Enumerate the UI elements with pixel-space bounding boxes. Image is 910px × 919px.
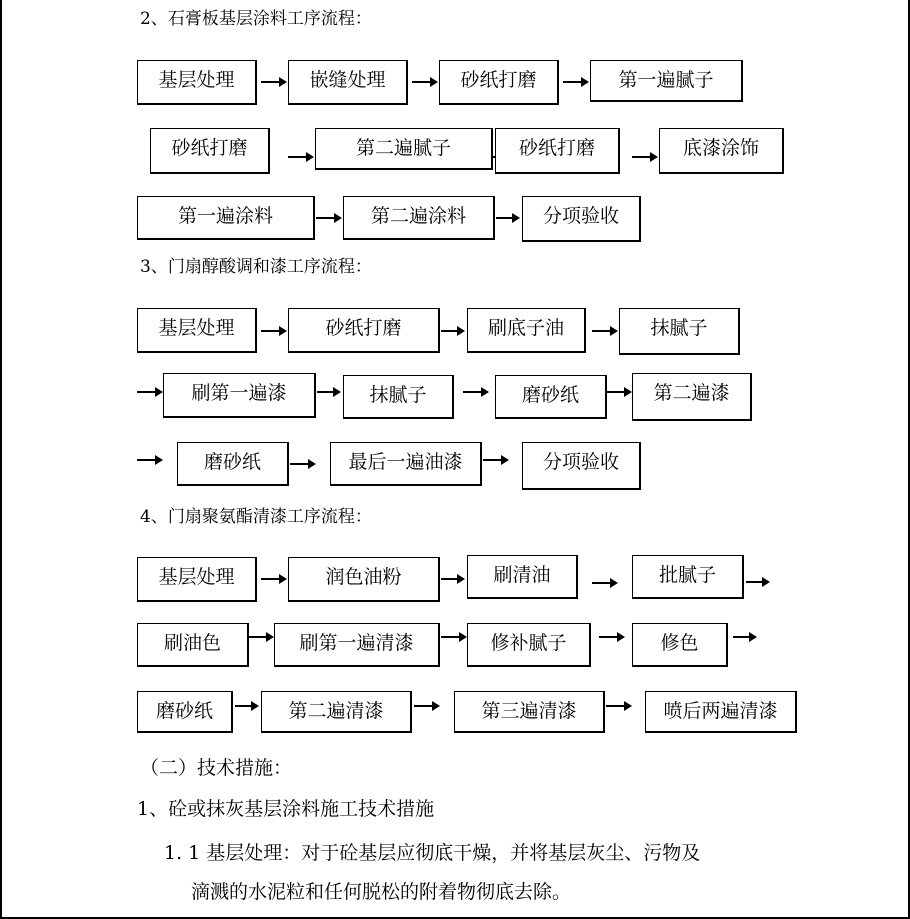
arrow [463,387,489,397]
arrow [261,574,287,584]
subsection-heading: 1、砼或抹灰基层涂料施工技术措施 [137,798,435,820]
flow-box: 润色油粉 [288,557,440,602]
arrow [563,77,589,87]
arrow [441,632,467,642]
paragraph-line: 滴溅的水泥粒和任何脱松的附着物彻底去除。 [191,881,572,903]
flow-box: 第二遍清漆 [261,691,412,733]
flow-box: 第三遍清漆 [454,691,605,733]
arrow [483,455,509,465]
flow-box: 第一遍腻子 [590,60,743,102]
flow-box: 底漆涂饰 [659,128,784,174]
arrow [137,455,163,465]
arrow [441,326,465,336]
flow-box: 基层处理 [137,308,257,353]
arrow [235,701,259,711]
arrow [599,632,625,642]
flow-box: 砂纸打磨 [495,128,620,174]
flow-box: 刷第一遍漆 [163,373,316,418]
paragraph-line: 1. 1 基层处理：对于砼基层应彻底干燥，并将基层灰尘、污物及 [164,842,701,864]
arrow [746,577,770,587]
arrow [414,701,440,711]
arrow [317,387,341,397]
flow-box: 批腻子 [632,555,744,599]
arrow [261,326,287,336]
arrow [733,632,757,642]
page-frame-left [0,0,2,919]
flow-box: 磨砂纸 [177,442,289,486]
flow-box: 分项验收 [522,196,641,242]
flow-box: 刷第一遍清漆 [274,623,440,667]
arrow [496,213,520,223]
flow-box: 刷清油 [467,555,578,599]
flow-box: 基层处理 [137,557,257,602]
arrow [632,152,658,162]
flow-box: 砂纸打磨 [288,308,440,353]
flow-box: 第一遍涂料 [137,196,315,240]
flow-box: 砂纸打磨 [150,128,270,174]
flow-box: 喷后两遍清漆 [645,691,797,733]
flow-box: 磨砂纸 [137,691,233,733]
arrow [606,701,632,711]
arrow [248,632,274,642]
arrow [412,77,438,87]
arrow [290,459,316,469]
flow-box: 修补腻子 [467,623,591,667]
arrow [441,574,465,584]
arrow [288,152,314,162]
arrow [137,387,163,397]
section-heading-alkyd: 3、门扇醇酸调和漆工序流程： [140,257,372,277]
flow-box: 第二遍腻子 [315,128,493,170]
flow-box: 抹腻子 [343,375,454,419]
flow-box: 修色 [632,623,728,667]
flow-box: 第二遍涂料 [343,196,495,240]
flow-box: 基层处理 [137,60,257,105]
section-heading-gypsum: 2、石膏板基层涂料工序流程： [140,9,372,29]
flow-box: 嵌缝处理 [288,60,408,105]
arrow [316,213,342,223]
flow-box: 砂纸打磨 [439,60,559,105]
section-heading-polyurethane: 4、门扇聚氨酯清漆工序流程： [140,507,372,527]
arrow [592,578,618,588]
flow-box: 抹腻子 [619,308,740,355]
flow-box: 分项验收 [522,442,641,490]
section-heading-tech-measures: （二）技术措施： [140,757,293,779]
flow-box: 第二遍漆 [632,373,752,421]
flow-box: 刷底子油 [467,308,586,353]
arrow [261,77,287,87]
arrow [606,387,632,397]
flow-box: 最后一遍油漆 [330,442,482,486]
flow-box: 刷油色 [137,623,249,667]
arrow [592,326,618,336]
flow-box: 磨砂纸 [495,375,607,419]
